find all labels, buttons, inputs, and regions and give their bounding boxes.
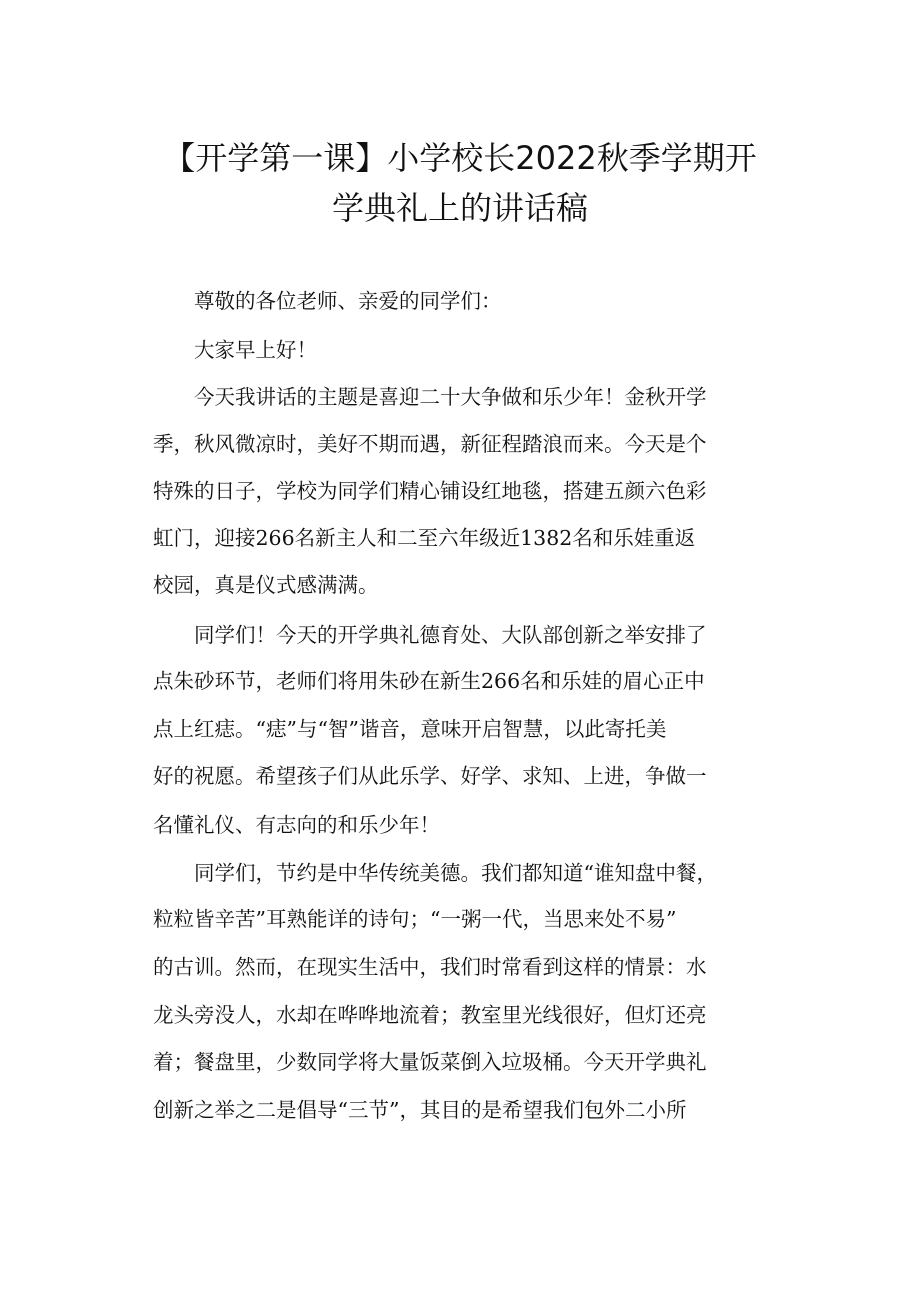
text-line: 点朱砂环节，老师们将用朱砂在新生266名和乐娃的眉心正中	[153, 669, 705, 693]
text-line: 着；餐盘里，少数同学将大量饭菜倒入垃圾桶。今天开学典礼	[153, 1050, 707, 1074]
text-line: 特殊的日子，学校为同学们精心铺设红地毯，搭建五颜六色彩	[153, 479, 707, 503]
title-line-2: 学典礼上的讲话稿	[331, 189, 588, 227]
text-line: 粒粒皆辛苦”耳熟能详的诗句；“一粥一代，当思来处不易”	[153, 907, 677, 931]
text-line: 同学们！今天的开学典礼德育处、大队部创新之举安排了	[153, 623, 707, 647]
text-line: 好的祝愿。希望孩子们从此乐学、好学、求知、上进，争做一	[153, 764, 707, 788]
text-line: 今天我讲话的主题是喜迎二十大争做和乐少年！金秋开学	[153, 385, 707, 409]
title-line-1: 【开学第一课】小学校长2022秋季学期开	[163, 139, 757, 177]
text-line: 大家早上好！	[153, 338, 317, 362]
text-line: 创新之举之二是倡导“三节”，其目的是希望我们包外二小所	[153, 1098, 687, 1122]
text-line: 名懂礼仪、有志向的和乐少年！	[153, 813, 440, 837]
text-line: 点上红痣。“痣”与“智”谐音，意味开启智慧，以此寄托美	[153, 717, 667, 741]
text-line: 同学们，节约是中华传统美德。我们都知道“谁知盘中餐，	[153, 861, 717, 885]
text-line: 虹门，迎接266名新主人和二至六年级近1382名和乐娃重返	[153, 526, 696, 550]
text-line: 尊敬的各位老师、亲爱的同学们：	[153, 289, 502, 313]
text-line: 的古训。然而，在现实生活中，我们时常看到这样的情景：水	[153, 955, 707, 979]
text-line: 龙头旁没人，水却在哗哗地流着；教室里光线很好，但灯还亮	[153, 1003, 707, 1027]
text-line: 季，秋风微凉时，美好不期而遇，新征程踏浪而来。今天是个	[153, 432, 707, 456]
text-line: 校园，真是仪式感满满。	[153, 573, 379, 597]
document-title	[120, 133, 800, 233]
